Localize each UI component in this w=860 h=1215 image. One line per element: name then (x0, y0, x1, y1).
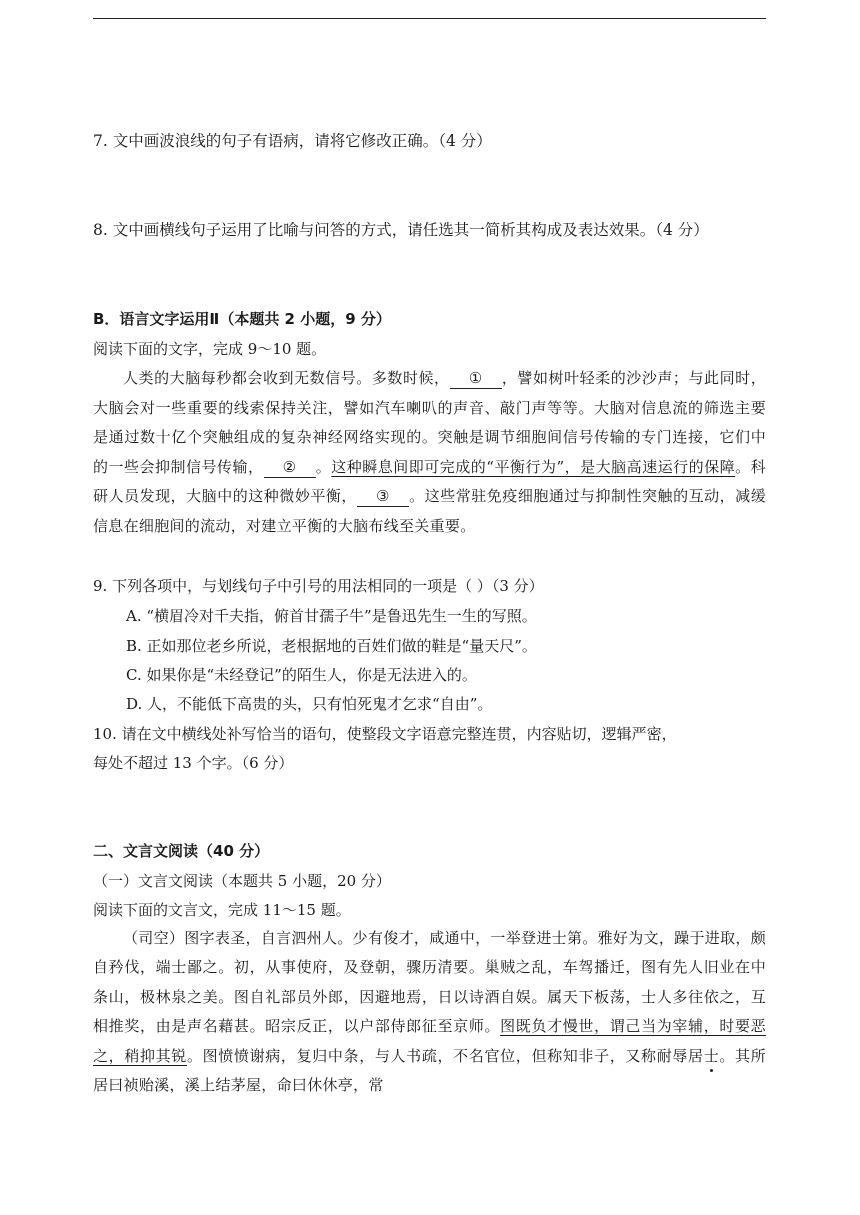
blank-2: ② (264, 457, 316, 478)
section-2-instruction: 阅读下面的文言文，完成 11～15 题。 (93, 901, 351, 919)
section-b-instruction: 阅读下面的文字，完成 9～10 题。 (93, 340, 327, 358)
blank-3: ③ (357, 486, 409, 507)
passage-text-5: 。这些常驻免疫细胞通过与抑制性突触的互动，减缓信息在细胞间的流动，对建立平衡的大脑布线至关重要。 (93, 487, 766, 535)
passage-text-4: 。科研人员发现，大脑中的这种微妙平衡， (93, 457, 766, 505)
classical-text-1: （司空）图字表圣，自言泗州人。少有俊才，咸通中，一举登进士第。雅好为文，躁于进取，颇自矜伐，端士鄙之。初，从事使府，及登朝，骤历清要。巢贼之乱，车驾播迁，图有先人旧业在中条山，极林泉之美。图自礼部员外郎，因避地焉，日以诗酒自娱。属天下板荡，士人多往依之，互相推奖，由是声名藉甚。昭宗反正，以户部侍郎征至京师。 (93, 929, 766, 1036)
section-2-heading: 二、文言文阅读（40 分） (93, 842, 270, 860)
passage-text-3: 。 (315, 457, 332, 476)
question-9: 9. 下列各项中，与划线句子中引号的用法相同的一项是（ ）（3 分） (93, 577, 544, 595)
passage-text-2: ，譬如树叶轻柔的沙沙声；与此同时，大脑会对一些重要的线索保持关注，譬如汽车喇叭的声音、敲门声等等。大脑对信息流的筛选主要是通过数十亿个突触组成的复杂神经网络实现的。突触是调节细胞间信号传输的专门连接，它们中的一些会抑制信号传输， (93, 369, 766, 476)
section-2-subheading: （一）文言文阅读（本题共 5 小题，20 分） (93, 872, 391, 890)
option-b: B. 正如那位老乡所说，老根据地的百姓们做的鞋是“量天尺”。 (126, 637, 537, 655)
blank-1: ① (450, 368, 502, 389)
question-10-line-2: 每处不超过 13 个字。（6 分） (93, 754, 294, 772)
option-c: C. 如果你是“未经登记”的陌生人，你是无法进入的。 (126, 666, 477, 684)
underlined-classical-sentence: 图既负才慢世，谓己当为宰辅，时要恶之，稍抑其锐 (93, 1017, 766, 1065)
modern-passage (93, 364, 766, 541)
option-a: A. “横眉冷对千夫指，俯首甘孺子牛”是鲁迅先生一生的写照。 (126, 607, 537, 625)
classical-text-3: 。其所居曰祯贻溪，溪上结茅屋，命曰休休亭，常 (93, 1046, 766, 1095)
question-10-line-1: 10. 请在文中横线处补写恰当的语句，使整段文字语意完整连贯，内容贴切，逻辑严密， (93, 725, 677, 743)
dotted-character: 士 (703, 1046, 720, 1065)
question-7: 7. 文中画波浪线的句子有语病，请将它修改正确。（4 分） (93, 132, 492, 150)
question-8: 8. 文中画横线句子运用了比喻与问答的方式，请任选其一简析其构成及表达效果。（4 分） (93, 221, 709, 239)
underlined-sentence: 这种瞬息间即可完成的“平衡行为”，是大脑高速运行的保障 (331, 457, 736, 476)
passage-text-1: 人类的大脑每秒都会收到无数信号。多数时候， (123, 369, 450, 387)
classical-passage (93, 924, 766, 1100)
header-rule (93, 18, 766, 19)
section-b-heading: B．语言文字运用Ⅱ（本题共 2 小题，9 分） (93, 310, 391, 328)
classical-text-2: 。图愤愤谢病，复归中条，与人书疏，不名官位，但称知非子，又称耐辱居 (186, 1046, 704, 1065)
option-d: D. 人，不能低下高贵的头，只有怕死鬼才乞求“自由”。 (126, 695, 493, 713)
